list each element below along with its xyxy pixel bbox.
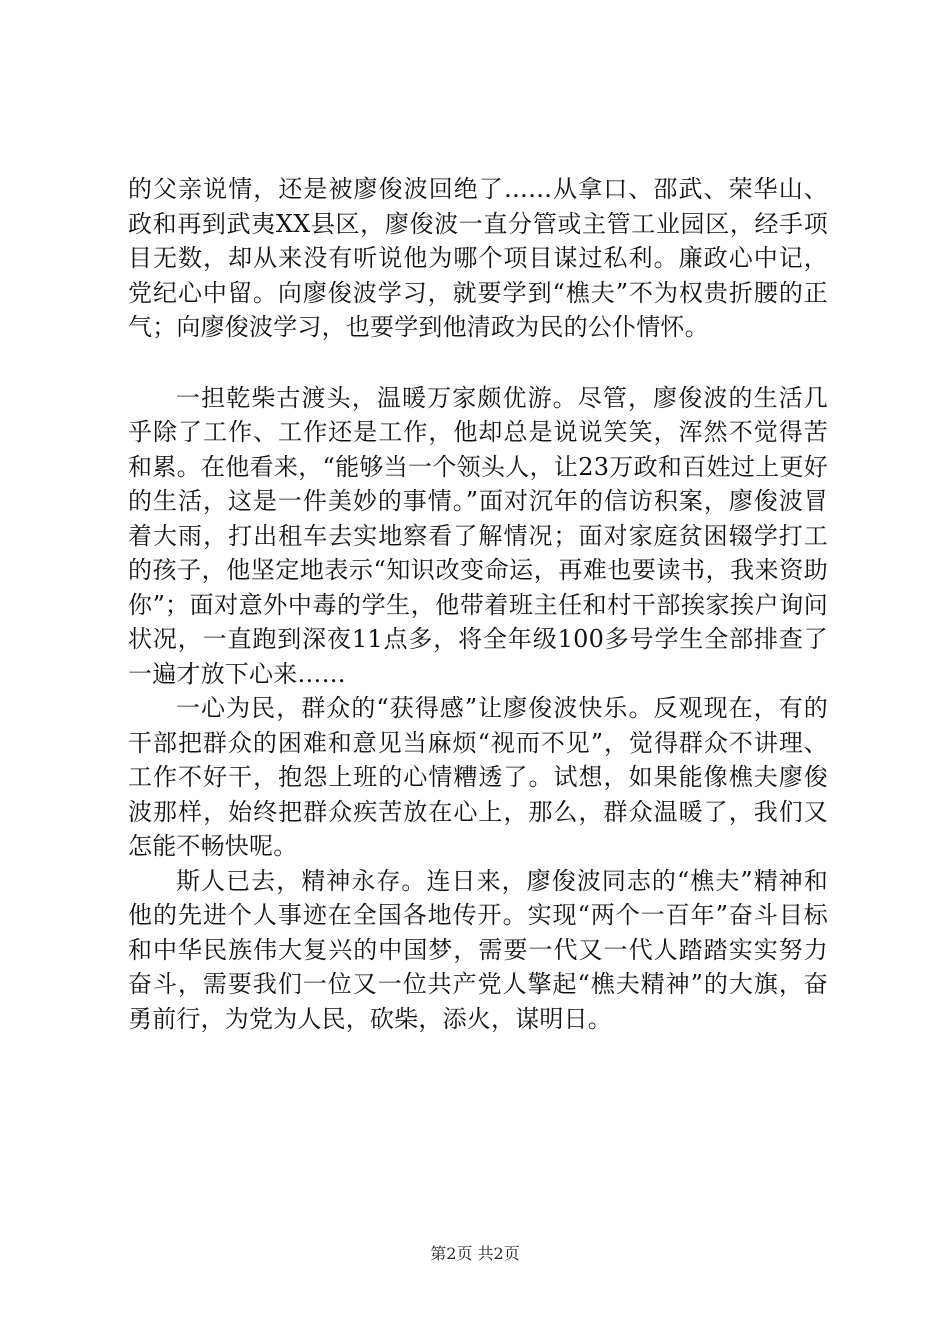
document-body xyxy=(128,172,828,1036)
paragraph-2: 一担乾柴古渡头，温暖万家颇优游。尽管，廖俊波的生活几乎除了工作、工作还是工作，他却总是说说笑笑，浑然不觉得苦和累。在他看来，“能够当一个领头人，让23万政和百姓过上更好的生活，这是一件美妙的事情。”面对沉年的信访积案，廖俊波冒着大雨，打出租车去实地察看了解情况；面对家庭贫困辍学打工的孩子，他坚定地表示“知识改变命运，再难也要读书，我来资助你”；面对意外中毒的学生，他带着班主任和村干部挨家挨户询问状况，一直跑到深夜11点多，将全年级100多号学生全部排查了一遍才放下心来…… xyxy=(128,383,828,688)
paragraph-4: 斯人已去，精神永存。连日来，廖俊波同志的“樵夫”精神和他的先进个人事迹在全国各地传开。实现“两个一百年”奋斗目标和中华民族伟大复兴的中国梦，需要一代又一代人踏踏实实努力奋斗，需要我们一位又一位共产党人擎起“樵夫精神”的大旗，奋勇前行，为党为人民，砍柴，添火，谋明日。 xyxy=(128,866,828,1033)
page-number-footer: 第2页 共2页 xyxy=(430,1244,520,1263)
paragraph-3: 一心为民，群众的“获得感”让廖俊波快乐。反观现在，有的干部把群众的困难和意见当麻烦“视而不见”，觉得群众不讲理、工作不好干，抱怨上班的心情糟透了。试想，如果能像樵夫廖俊波那样，始终把群众疾苦放在心上，那么，群众温暖了，我们又怎能不畅快呢。 xyxy=(128,694,828,860)
paragraph-1: 的父亲说情，还是被廖俊波回绝了……从拿口、邵武、荣华山、政和再到武夷XX县区，廖俊波一直分管或主管工业园区，经手项目无数，却从来没有听说他为哪个项目谋过私利。廉政心中记，党纪心中留。向廖俊波学习，就要学到“樵夫”不为权贵折腰的正气；向廖俊波学习，也要学到他清政为民的公仆情怀。 xyxy=(128,175,828,341)
